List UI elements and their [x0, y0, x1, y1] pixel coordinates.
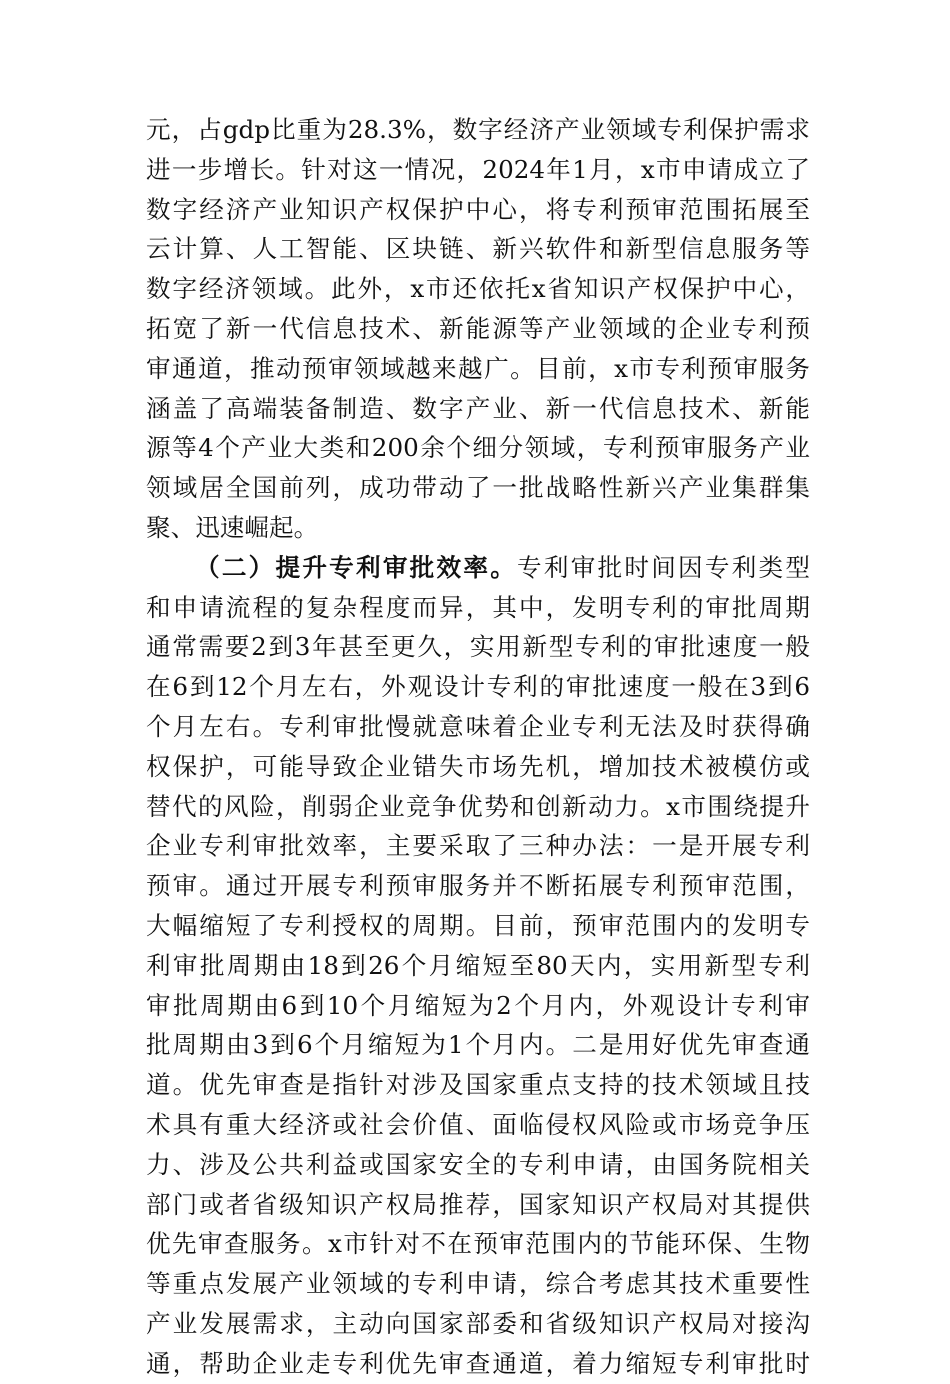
text-line: 通，帮助企业走专利优先审查通道，着力缩短专利审批时: [146, 1348, 810, 1378]
text-line: 大幅缩短了专利授权的周期。目前，预审范围内的发明专: [146, 910, 810, 940]
text-line: 通常需要2到3年甚至更久，实用新型专利的审批速度一般: [146, 632, 810, 662]
document-page: [146, 110, 810, 1384]
text-line: 力、涉及公共利益或国家安全的专利申请，由国务院相关: [146, 1149, 810, 1179]
text-line: 等重点发展产业领域的专利申请，综合考虑其技术重要性: [146, 1269, 810, 1299]
text-line: 元，占gdp比重为28.3%，数字经济产业领域专利保护需求: [146, 115, 810, 144]
section-heading: （二）提升专利审批效率。: [195, 552, 518, 582]
text-line: 优先审查服务。x市针对不在预审范围内的节能环保、生物: [146, 1229, 810, 1259]
paragraph-2: [146, 548, 810, 1384]
text-line: 预审。通过开展专利预审服务并不断拓展专利预审范围，: [146, 871, 810, 901]
text-line: 产业发展需求，主动向国家部委和省级知识产权局对接沟: [146, 1308, 810, 1338]
text-line: 个月左右。专利审批慢就意味着企业专利无法及时获得确: [146, 711, 810, 741]
text-line: 数字经济产业知识产权保护中心，将专利预审范围拓展至: [146, 194, 810, 224]
text-line: 领域居全国前列，成功带动了一批战略性新兴产业集群集: [146, 473, 810, 503]
text-line: 涵盖了高端装备制造、数字产业、新一代信息技术、新能: [146, 393, 810, 423]
paragraph-2-first-line: [146, 548, 810, 588]
text-line: 审批周期由6到10个月缩短为2个月内，外观设计专利审: [146, 990, 810, 1020]
text-line: 数字经济领域。此外，x市还依托x省知识产权保护中心，: [146, 274, 810, 304]
text-line: 术具有重大经济或社会价值、面临侵权风险或市场竞争压: [146, 1109, 810, 1139]
text-line: 批周期由3到6个月缩短为1个月内。二是用好优先审查通: [146, 1030, 810, 1060]
text-line: 道。优先审查是指针对涉及国家重点支持的技术领域且技: [146, 1070, 810, 1100]
text-run: 专利审批时间因专利类型: [517, 552, 810, 582]
text-line: 部门或者省级知识产权局推荐，国家知识产权局对其提供: [146, 1189, 810, 1219]
text-line: 拓宽了新一代信息技术、新能源等产业领域的企业专利预: [146, 313, 810, 343]
text-line: 进一步增长。针对这一情况，2024年1月，x市申请成立了: [146, 154, 810, 184]
paragraph-1: [146, 110, 810, 548]
text-line: 利审批周期由18到26个月缩短至80天内，实用新型专利: [146, 950, 810, 980]
text-line: 权保护，可能导致企业错失市场先机，增加技术被模仿或: [146, 751, 810, 781]
text-line: 云计算、人工智能、区块链、新兴软件和新型信息服务等: [146, 234, 810, 264]
text-line: 在6到12个月左右，外观设计专利的审批速度一般在3到6: [146, 672, 810, 702]
text-line: 企业专利审批效率，主要采取了三种办法：一是开展专利: [146, 831, 810, 861]
text-line: 和申请流程的复杂程度而异，其中，发明专利的审批周期: [146, 592, 810, 622]
text-line: 审通道，推动预审领域越来越广。目前，x市专利预审服务: [146, 353, 810, 383]
text-line: 源等4个产业大类和200余个细分领域，专利预审服务产业: [146, 433, 810, 463]
text-line: 聚、迅速崛起。: [146, 512, 319, 542]
text-line: 替代的风险，削弱企业竞争优势和创新动力。x市围绕提升: [146, 791, 810, 821]
